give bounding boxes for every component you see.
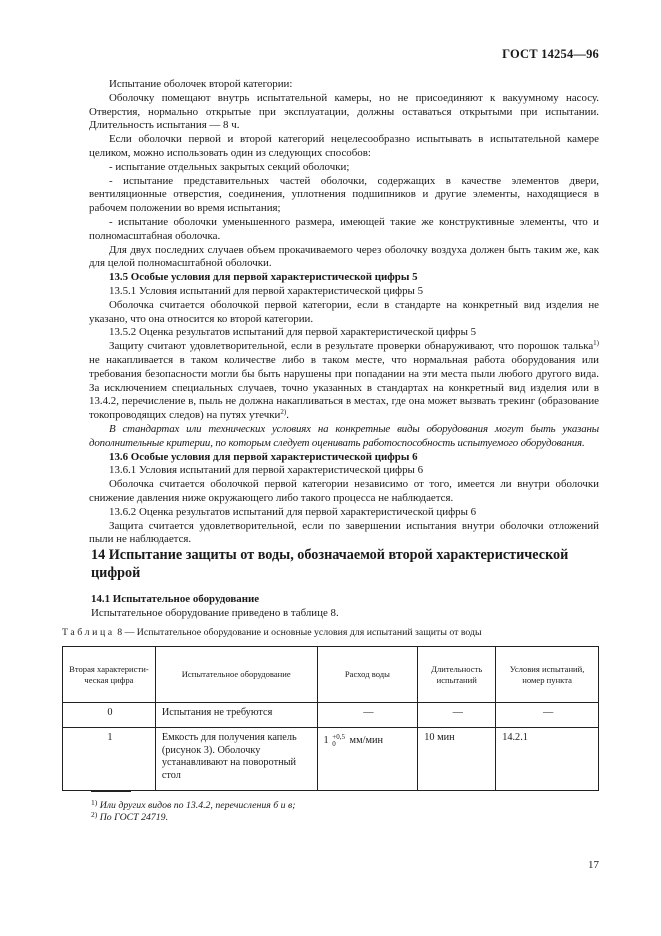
paragraph: Оболочку помещают внутрь испытательной камеры, но не присоединяют к вакуумному насосу. Отверстия, нормально открытые при эксплуатации, должны оставаться открытыми при испытании. Длительность испытания — 8 ч. [89,91,599,132]
table-cell: — [496,703,599,728]
document-number: ГОСТ 14254—96 [502,47,599,61]
paragraph: Испытание оболочек второй категории: [109,78,293,90]
table-cell: Испытания не требуются [155,703,317,728]
paragraph: Если оболочки первой и второй категорий нецелесообразно испытывать в испытательной камере целиком, можно использовать один из следующих способов: [89,133,599,159]
footnote-ref: 2) [280,408,287,417]
test-conditions-table [62,646,599,791]
table-cell: 0 [63,703,156,728]
table-cell: 1 +0,5 0 мм/мин [317,728,418,791]
footnote: $^{2)}$ По ГОСТ 24719. [91,810,169,823]
clause-heading: 13.5.2 Оценка результатов испытаний для первой характеристической цифры 5 [109,326,477,339]
subsection-heading: 13.5 Особые условия для первой характеристической цифры 5 [109,271,418,284]
page-number: 17 [588,859,599,871]
subsection-14-1 [91,593,591,620]
table-cell: — [317,703,418,728]
list-item: - испытание представительных частей оболочки, содержащих в качестве элементов двери, вентиляционные отверстия, соединения, уплотнения подшипников и другие элементы, находящиеся в рабочем положении во время испытания; [89,174,599,215]
column-header: Вторая характеристи-ческая цифра [63,647,156,703]
column-header: Расход воды [317,647,418,703]
clause-heading: 13.6.1 Условия испытаний для первой характеристической цифры 6 [109,464,424,477]
table-cell: Емкость для получения капель (рисунок 3). Оболочку устанавливают на поворотный стол [155,728,317,791]
subsection-heading: 14.1 Испытательное оборудование [91,593,260,605]
table-cell: 1 [63,728,156,791]
column-header: Длительность испытаний [418,647,496,703]
clause-heading: 13.5.1 Условия испытаний для первой характеристической цифры 5 [109,284,424,297]
table-header-row [63,647,599,703]
paragraph: Испытательное оборудование приведено в таблице 8. [91,606,339,619]
footnote: $^{1)}$ Или других видов по 13.4.2, перечисления б и в; [91,798,296,811]
italic-note: В стандартах или технических условиях на конкретные виды оборудования могут быть указаны дополнительные критерии, по которым следует оценивать работоспособность испытуемого оборудования. [89,422,599,449]
subsection-heading: 13.6 Особые условия для первой характеристической цифры 6 [109,450,418,463]
table-caption: Таблица 8 — Испытательное оборудование и основные условия для испытаний защиты от воды [62,627,482,638]
paragraph: Защита считается удовлетворительной, если по завершении испытания внутри оболочки отложений пыли не наблюдается. [89,519,599,546]
column-header: Условия испытаний, номер пункта [496,647,599,703]
paragraph: Защиту считают удовлетворительной, если в результате проверки обнаруживают, что порошок талька$^{1)}$ не накапливается в таком количестве либо в таком месте, что нормальная работа оборудования или требования безопасности могли бы быть нарушены при попадании на эти места пыли любого другого вида. За исключением специальных случаев, точно указанных в стандартах на конкретный вид изделия или в 13.4.2, перечисление в, пыль не должна накапливаться в местах, где она может вызвать трекинг (образование токопроводящих следов) на путях утечки$^{2)}$. [89,339,599,422]
table-row [63,703,599,728]
paragraph: Оболочка считается оболочкой первой категории независимо от того, имеется ли внутри оболочки снижение давления ниже окружающего либо такого процесса не наблюдается. [89,478,599,504]
table-cell: 14.2.1 [496,728,599,791]
paragraph: Оболочка считается оболочкой первой категории, если в стандарте на конкретный вид изделия не указано, что она относится ко второй категории. [89,298,599,325]
section-heading: 14 Испытание защиты от воды, обозначаемой второй характеристической цифрой [91,547,569,581]
table-cell: — [418,703,496,728]
list-item: - испытание оболочки уменьшенного размера, имеющей такие же конструктивные элементы, что и полномасштабная оболочка. [89,215,599,242]
paragraph: Для двух последних случаев объем прокачиваемого через оболочку воздуха должен быть таким же, как для целой полномасштабной оболочки. [89,243,599,270]
column-header: Испытательное оборудование [155,647,317,703]
table-cell: 10 мин [418,728,496,791]
footnote-divider [91,791,131,792]
clause-heading: 13.6.2 Оценка результатов испытаний для первой характеристической цифры 6 [109,505,477,518]
table-row [63,728,599,791]
body-text [89,78,599,547]
footnote-ref: 1) [593,339,599,348]
list-item: - испытание отдельных закрытых секций оболочки; [109,160,350,173]
